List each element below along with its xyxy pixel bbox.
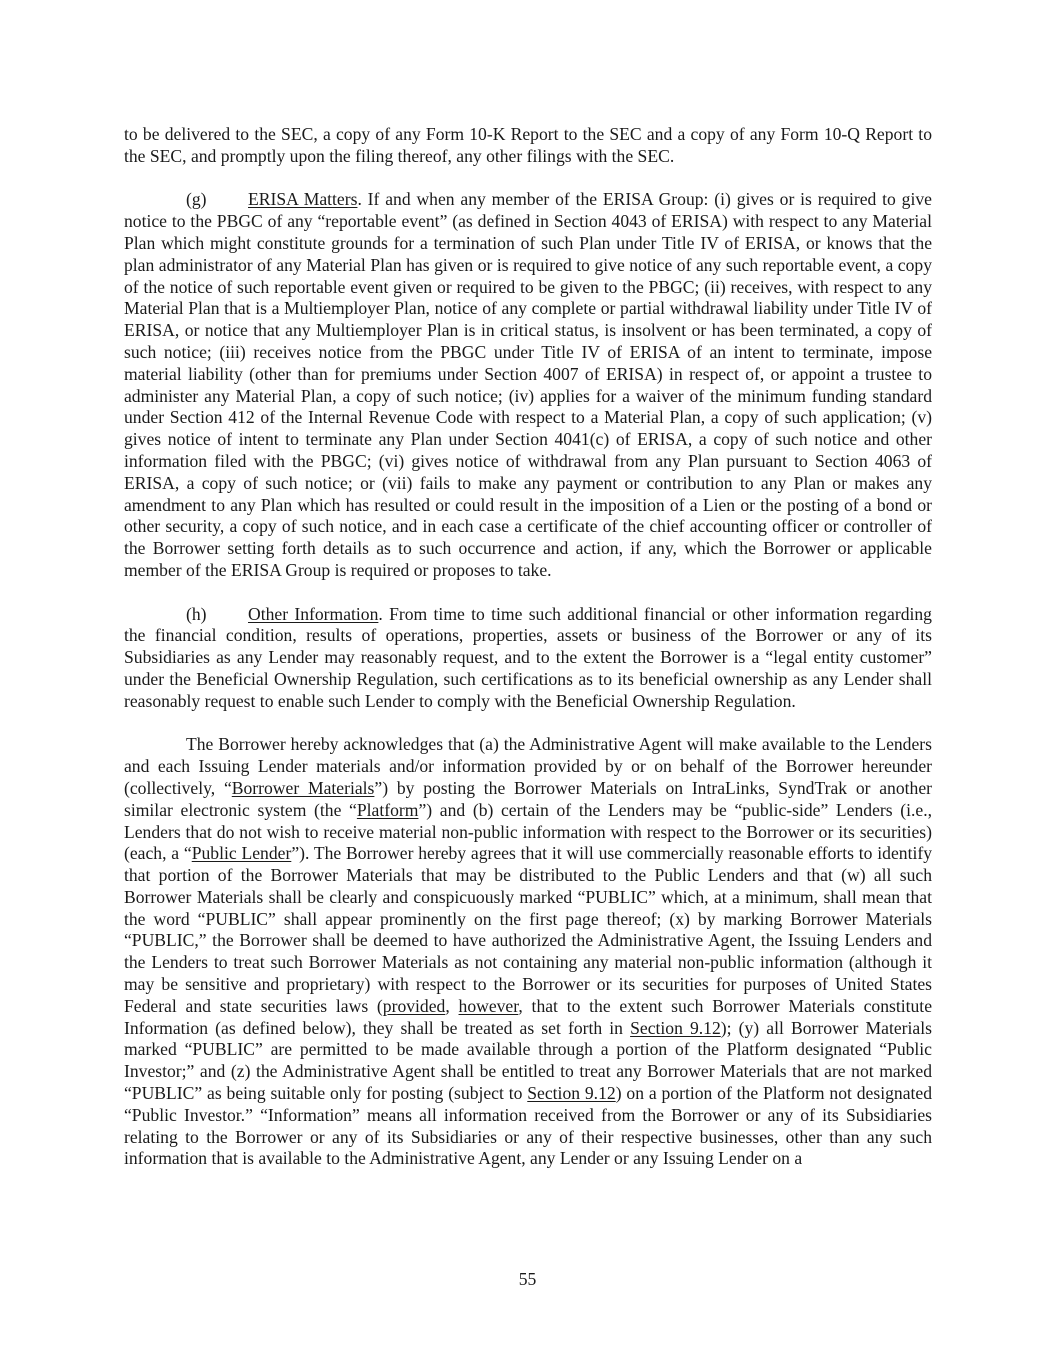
borrower-acknowledgement-paragraph: [124, 734, 932, 1170]
defined-term-public-lender: Public Lender: [191, 843, 292, 864]
page-number: 55: [518, 1269, 537, 1289]
section-g-text: . If and when any member of the ERISA Group: (i) gives or is required to give notice to the PBGC of any “reportable event” (as defined in Section 4043 of ERISA) with respect to any Material Plan which might constitute grounds for a termination of such Plan under Title IV of ERISA, or knows that the plan administrator of any Material Plan has given or is required to give notice of any such reportable event, a copy of the notice of such reportable event given or required to be given to the PBGC; (ii) receives, with respect to any Material Plan that is a Multiemployer Plan, notice of any complete or partial withdrawal liability under Title IV of ERISA, or notice that any Multiemployer Plan is in critical status, is insolvent or has been terminated, a copy of such notice; (iii) receives notice from the PBGC under Title IV of ERISA of an intent to terminate, impose material liability (other than for premiums under Section 4007 of ERISA) in respect of, or appoint a trustee to administer any Material Plan, a copy of such notice; (iv) applies for a waiver of the minimum funding standard under Section 412 of the Internal Revenue Code with respect to a Material Plan, a copy of such application; (v) gives notice of intent to terminate any Plan under Section 4041(c) of ERISA, a copy of such notice and other information filed with the PBGC; (vi) gives notice of withdrawal from any Plan pursuant to Section 4063 of ERISA, a copy of such notice; or (vii) fails to make any payment or contribution to any Plan or makes any amendment to any Plan which has resulted or could result in the imposition of a Lien or the posting of a bond or other security, a copy of such notice, and in each case a certificate of the chief accounting officer or controller of the Borrower setting forth details as to such occurrence and action, if any, which the Borrower or applicable member of the ERISA Group is required or proposes to take.: [124, 189, 932, 580]
section-h-heading: Other Information: [248, 603, 379, 624]
ack-text-8: ) on a portion of the Platform not designated “Public Investor.” “Information” means all information received from the Borrower or any of its Subsidiaries relating to the Borrower or any of its Subsidiaries or any of their respective businesses, other than any such information that is available to the Administrative Agent, any Lender or any Issuing Lender on a: [124, 1083, 932, 1169]
ack-text-7: ); (y) all Borrower Materials marked “PUBLIC” are permitted to be made available through a portion of the Platform designated “Public Investor;” and (z) the Administrative Agent shall be entitled to treat any Borrower Materials that are not marked “PUBLIC” as being suitable only for posting (subject to: [124, 1017, 932, 1104]
ack-text-2: ”) by posting the Borrower Materials on IntraLinks, SyndTrak or another similar electronic system (the “: [124, 777, 932, 820]
paragraph-continuation: to be delivered to the SEC, a copy of any Form 10-K Report to the SEC and a copy of any Form 10-Q Report to the SEC, and promptly upon the filing thereof, any other filings with the SEC.: [124, 124, 932, 166]
ack-text-3: ”) and (b) certain of the Lenders may be “public-side” Lenders (i.e., Lenders that do not wish to receive material non-public information with respect to the Borrower or its securities) (each, a “: [124, 799, 932, 864]
ack-text-1: The Borrower hereby acknowledges that (a) the Administrative Agent will make available to the Lenders and each Issuing Lender materials and/or information provided by or on behalf of the Borrower hereunder (collectively, “: [124, 734, 932, 798]
section-reference-9-12-second: Section 9.12: [527, 1083, 616, 1104]
ack-text-5: ,: [445, 995, 459, 1016]
section-h-number: (h): [186, 603, 207, 624]
ack-text-4: ”). The Borrower hereby agrees that it will use commercially reasonable efforts to identify that portion of the Borrower Materials that may be distributed to the Public Lenders and that (w) all such Borrower Materials shall be clearly and conspicuously marked “PUBLIC” which, at a minimum, shall mean that the word “PUBLIC” shall appear prominently on the first page thereof; (x) by marking Borrower Materials “PUBLIC,” the Borrower shall be deemed to have authorized the Administrative Agent, the Issuing Lenders and the Lenders to treat such Borrower Materials as not containing any material non-public information (although it may be sensitive and proprietary) with respect to the Borrower or its securities for purposes of United States Federal and state securities laws (: [124, 843, 932, 1016]
ack-text-6: , that to the extent such Borrower Materials constitute Information (as defined below), they shall be treated as set forth in: [124, 995, 932, 1038]
section-h-text: . From time to time such additional financial or other information regarding the financial condition, results of operations, properties, assets or business of the Borrower or any of its Subsidiaries as any Lender may reasonably request, and to the extent the Borrower is a “legal entity customer” under the Beneficial Ownership Regulation, such certifications as to its beneficial ownership as any Lender shall reasonably request to enable such Lender to comply with the Beneficial Ownership Regulation.: [124, 603, 932, 711]
section-g-erisa-matters: [124, 189, 932, 581]
term-provided: provided: [382, 995, 446, 1016]
section-reference-9-12: Section 9.12: [630, 1017, 721, 1038]
term-however: however: [458, 995, 519, 1016]
document-page: [124, 124, 932, 1192]
section-g-number: (g): [186, 189, 207, 210]
defined-term-platform: Platform: [356, 799, 419, 820]
section-g-heading: ERISA Matters: [248, 189, 358, 210]
section-h-other-information: [124, 604, 932, 713]
defined-term-borrower-materials: Borrower Materials: [231, 777, 375, 798]
